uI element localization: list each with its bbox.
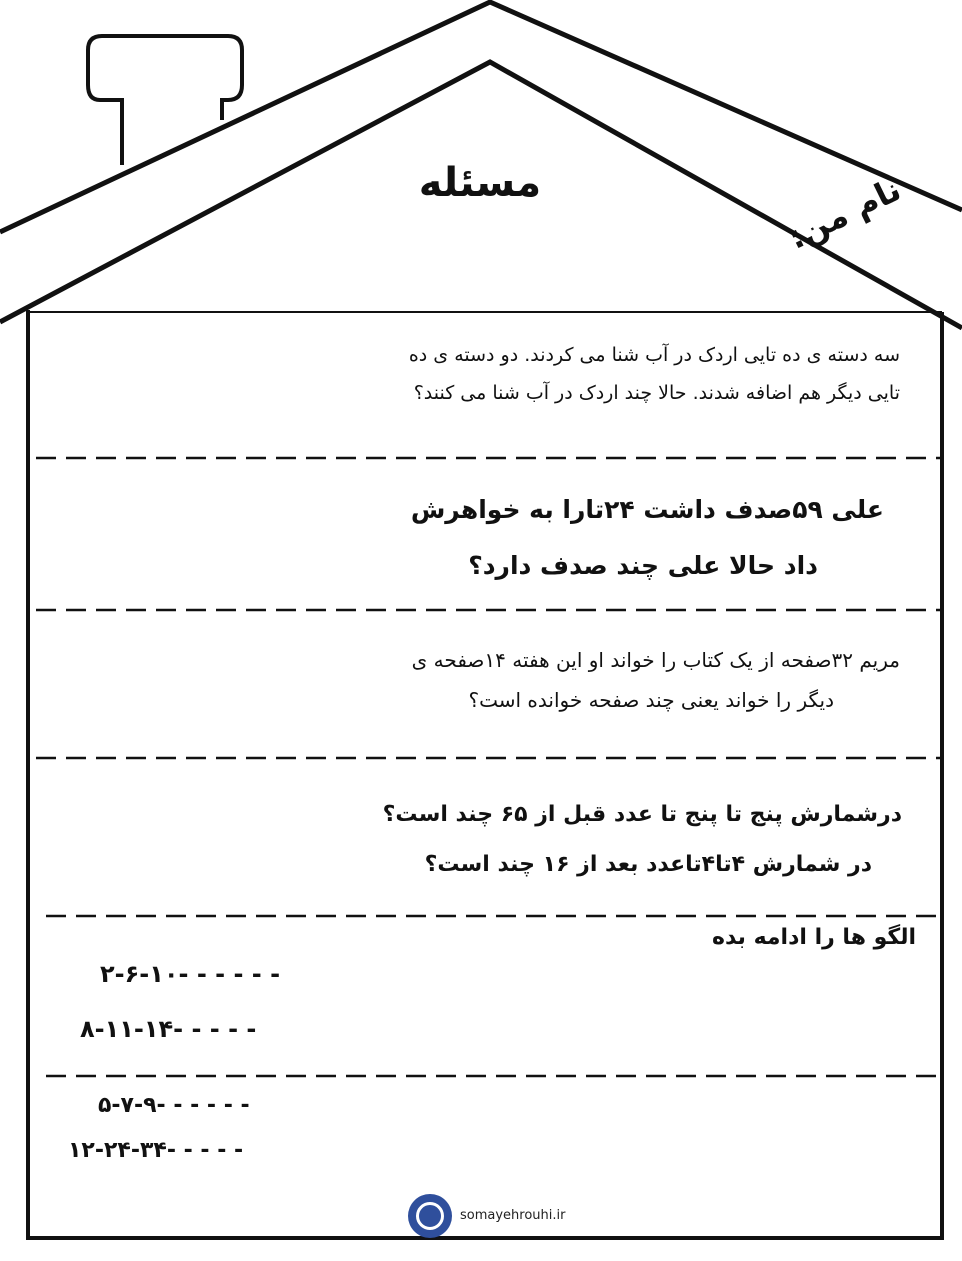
problem-3 — [412, 640, 900, 720]
problem-4-line-2: در شمارش ۴تا۴تاعدد بعد از ۱۶ چند است؟ — [424, 852, 872, 877]
problem-2-line-2: داد حالا علی چند صدف دارد؟ — [468, 551, 818, 580]
pattern-sequence-4: ۱۲-۲۴-۳۴- - - - - — [68, 1138, 244, 1163]
problem-1 — [409, 336, 900, 412]
patterns-heading: الگو ها را ادامه بده — [711, 925, 916, 950]
problem-3-line-1: مریم ۳۲صفحه از یک کتاب را خواند او این هفته ۱۴صفحه ی — [411, 648, 900, 672]
pattern-sequence-1: ۲-۶-۱۰- - - - - - — [100, 960, 281, 988]
problem-4-line-1: درشمارش پنج تا پنج تا عدد قبل از ۶۵ چند است؟ — [382, 802, 902, 827]
problem-1-line-1: سه دسته ی ده تایی اردک در آب شنا می کردند. دو دسته ی ده — [408, 344, 900, 366]
chimney — [88, 36, 242, 165]
problem-4 — [383, 790, 902, 890]
site-logo-icon — [408, 1194, 452, 1238]
pattern-sequence-3: ۵-۷-۹- - - - - - — [98, 1093, 250, 1118]
problem-2 — [411, 482, 884, 594]
footer-site: somayehrouhi.ir — [460, 1208, 566, 1223]
page-title: مسئله — [418, 160, 542, 206]
problem-2-line-1: علی ۵۹صدف داشت ۲۴تارا به خواهرش — [410, 495, 884, 524]
problem-3-line-2: دیگر را خواند یعنی چند صفحه خوانده است؟ — [468, 688, 834, 712]
name-label: نام من: — [782, 170, 907, 257]
pattern-sequence-2: ۸-۱۱-۱۴- - - - - — [80, 1015, 257, 1043]
problem-1-line-2: تایی دیگر هم اضافه شدند. حالا چند اردک در آب شنا می کنند؟ — [413, 382, 900, 404]
